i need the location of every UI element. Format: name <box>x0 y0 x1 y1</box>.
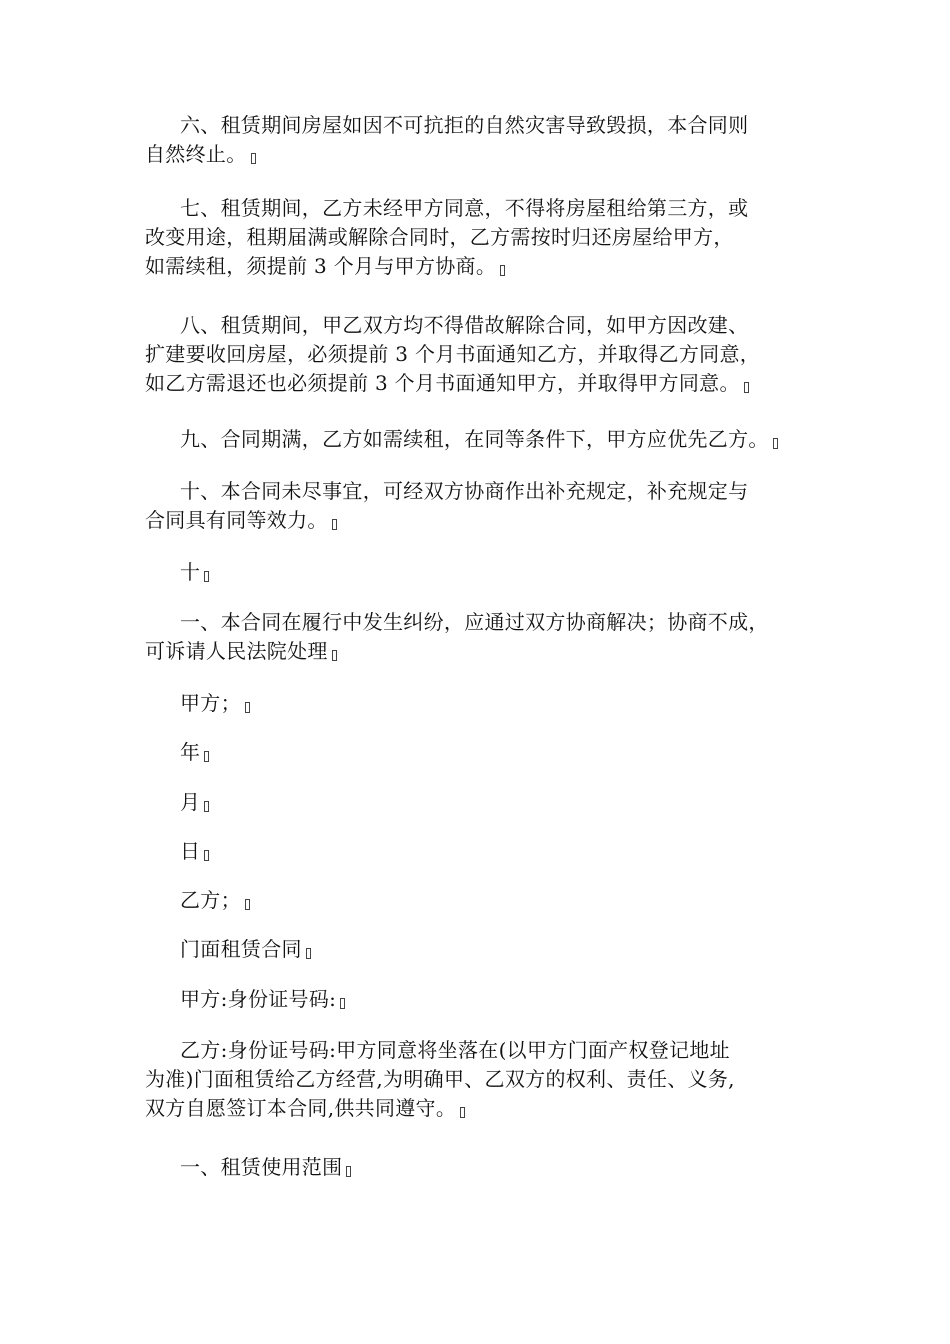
text-line: 改变用途，租期届满或解除合同时，乙方需按时归还房屋给甲方， <box>145 225 734 249</box>
clause-11-heading <box>145 558 825 587</box>
party-a-signature <box>145 689 825 718</box>
text-line: 年 <box>145 738 825 767</box>
contract-title <box>145 935 825 964</box>
party-b-signature <box>145 886 825 915</box>
clause-9 <box>145 425 825 454</box>
text-line: 合同具有同等效力。 <box>145 506 825 535</box>
paragraph-mark-icon <box>340 998 345 1009</box>
clause-10 <box>145 477 825 535</box>
paragraph-mark-icon <box>204 850 209 861</box>
text-line: 乙方:身份证号码:甲方同意将坐落在(以甲方门面产权登记地址 <box>180 1038 730 1062</box>
text-line: 为准)门面租赁给乙方经营,为明确甲、乙双方的权利、责任、义务, <box>145 1067 735 1091</box>
paragraph-mark-icon <box>245 899 250 910</box>
date-month <box>145 788 825 817</box>
text-line: 可诉请人民法院处理 <box>145 637 825 666</box>
text-line: 如需续租，须提前 3 个月与甲方协商。 <box>145 252 825 281</box>
clause-11 <box>145 608 825 666</box>
paragraph-mark-icon <box>245 702 250 713</box>
text-line: 自然终止。 <box>145 140 825 169</box>
text-line: 十、本合同未尽事宜，可经双方协商作出补充规定，补充规定与 <box>180 479 749 503</box>
clause-6 <box>145 111 825 169</box>
text-line: 门面租赁合同 <box>145 935 825 964</box>
paragraph-mark-icon <box>744 382 749 393</box>
paragraph-mark-icon <box>204 801 209 812</box>
paragraph-mark-icon <box>251 153 256 164</box>
text-line: 六、租赁期间房屋如因不可抗拒的自然灾害导致毁损，本合同则 <box>180 113 749 137</box>
date-year <box>145 738 825 767</box>
section-1-heading <box>145 1153 825 1182</box>
party-a-id <box>145 985 825 1014</box>
text-line: 双方自愿签订本合同,供共同遵守。 <box>145 1094 825 1123</box>
paragraph-mark-icon <box>773 438 778 449</box>
party-b-id-preamble <box>145 1036 825 1123</box>
text-line: 十 <box>145 558 825 587</box>
text-line: 如乙方需退还也必须提前 3 个月书面通知甲方，并取得甲方同意。 <box>145 369 825 398</box>
text-line: 九、合同期满，乙方如需续租，在同等条件下，甲方应优先乙方。 <box>145 425 825 454</box>
text-line: 扩建要收回房屋，必须提前 3 个月书面通知乙方，并取得乙方同意， <box>145 342 761 366</box>
text-line: 日 <box>145 837 825 866</box>
text-line: 甲方:身份证号码: <box>145 985 825 1014</box>
paragraph-mark-icon <box>204 571 209 582</box>
date-day <box>145 837 825 866</box>
paragraph-mark-icon <box>332 519 337 530</box>
clause-8 <box>145 311 825 398</box>
paragraph-mark-icon <box>460 1107 465 1118</box>
paragraph-mark-icon <box>500 265 505 276</box>
text-line: 一、本合同在履行中发生纠纷，应通过双方协商解决；协商不成， <box>180 610 769 634</box>
text-line: 七、租赁期间，乙方未经甲方同意，不得将房屋租给第三方，或 <box>180 196 749 220</box>
text-line: 月 <box>145 788 825 817</box>
paragraph-mark-icon <box>332 650 337 661</box>
text-line: 乙方； <box>145 886 825 915</box>
paragraph-mark-icon <box>346 1166 351 1177</box>
text-line: 八、租赁期间，甲乙双方均不得借故解除合同，如甲方因改建、 <box>180 313 749 337</box>
clause-7 <box>145 194 825 281</box>
paragraph-mark-icon <box>204 751 209 762</box>
paragraph-mark-icon <box>306 948 311 959</box>
text-line: 甲方； <box>145 689 825 718</box>
text-line: 一、租赁使用范围 <box>145 1153 825 1182</box>
